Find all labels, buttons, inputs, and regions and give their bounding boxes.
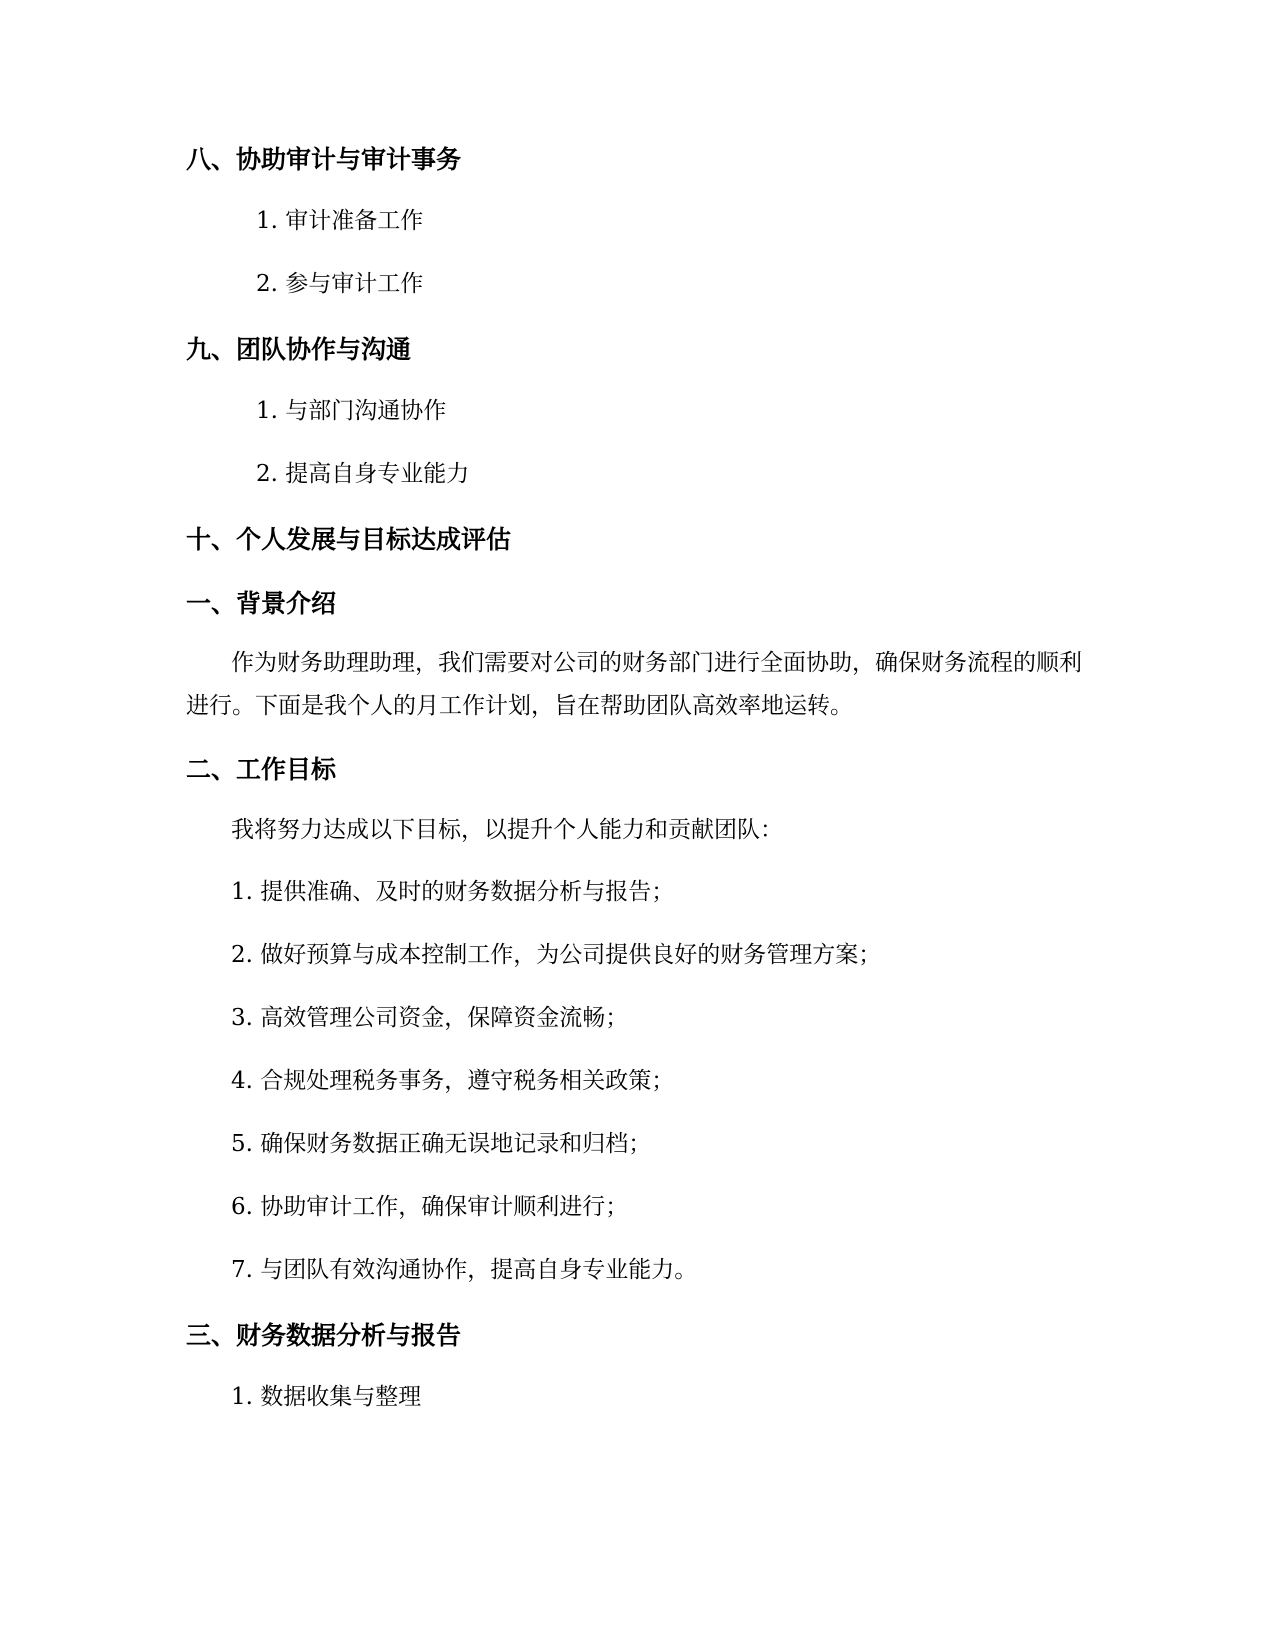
goals-intro: 我将努力达成以下目标，以提升个人能力和贡献团队： [231, 817, 783, 843]
list-item: 1. 审计准备工作 [256, 208, 424, 234]
section-heading-development: 十、个人发展与目标达成评估 [186, 525, 512, 554]
list-item: 7. 与团队有效沟通协作，提高自身专业能力。 [231, 1257, 698, 1283]
list-item: 1. 与部门沟通协作 [256, 398, 447, 424]
list-item: 1. 提供准确、及时的财务数据分析与报告； [231, 879, 675, 905]
section-heading-goals: 二、工作目标 [186, 755, 337, 784]
list-item: 4. 合规处理税务事务，遵守税务相关政策； [231, 1068, 675, 1094]
section-heading-audit: 八、协助审计与审计事务 [186, 145, 462, 174]
list-item: 6. 协助审计工作，确保审计顺利进行； [231, 1194, 629, 1220]
section-heading-background: 一、背景介绍 [186, 589, 337, 618]
list-item: 2. 参与审计工作 [256, 271, 424, 297]
list-item: 1. 数据收集与整理 [231, 1384, 422, 1410]
list-item: 3. 高效管理公司资金，保障资金流畅； [231, 1005, 629, 1031]
list-item: 5. 确保财务数据正确无误地记录和归档； [231, 1131, 652, 1157]
list-item: 2. 做好预算与成本控制工作，为公司提供良好的财务管理方案； [231, 942, 882, 968]
section-heading-analysis: 三、财务数据分析与报告 [186, 1321, 462, 1350]
section-heading-teamwork: 九、团队协作与沟通 [186, 335, 412, 364]
background-paragraph: 作为财务助理助理，我们需要对公司的财务部门进行全面协助，确保财务流程的顺利进行。下面是我个人的月工作计划，旨在帮助团队高效率地运转。 [186, 650, 1082, 719]
list-item: 2. 提高自身专业能力 [256, 461, 470, 487]
